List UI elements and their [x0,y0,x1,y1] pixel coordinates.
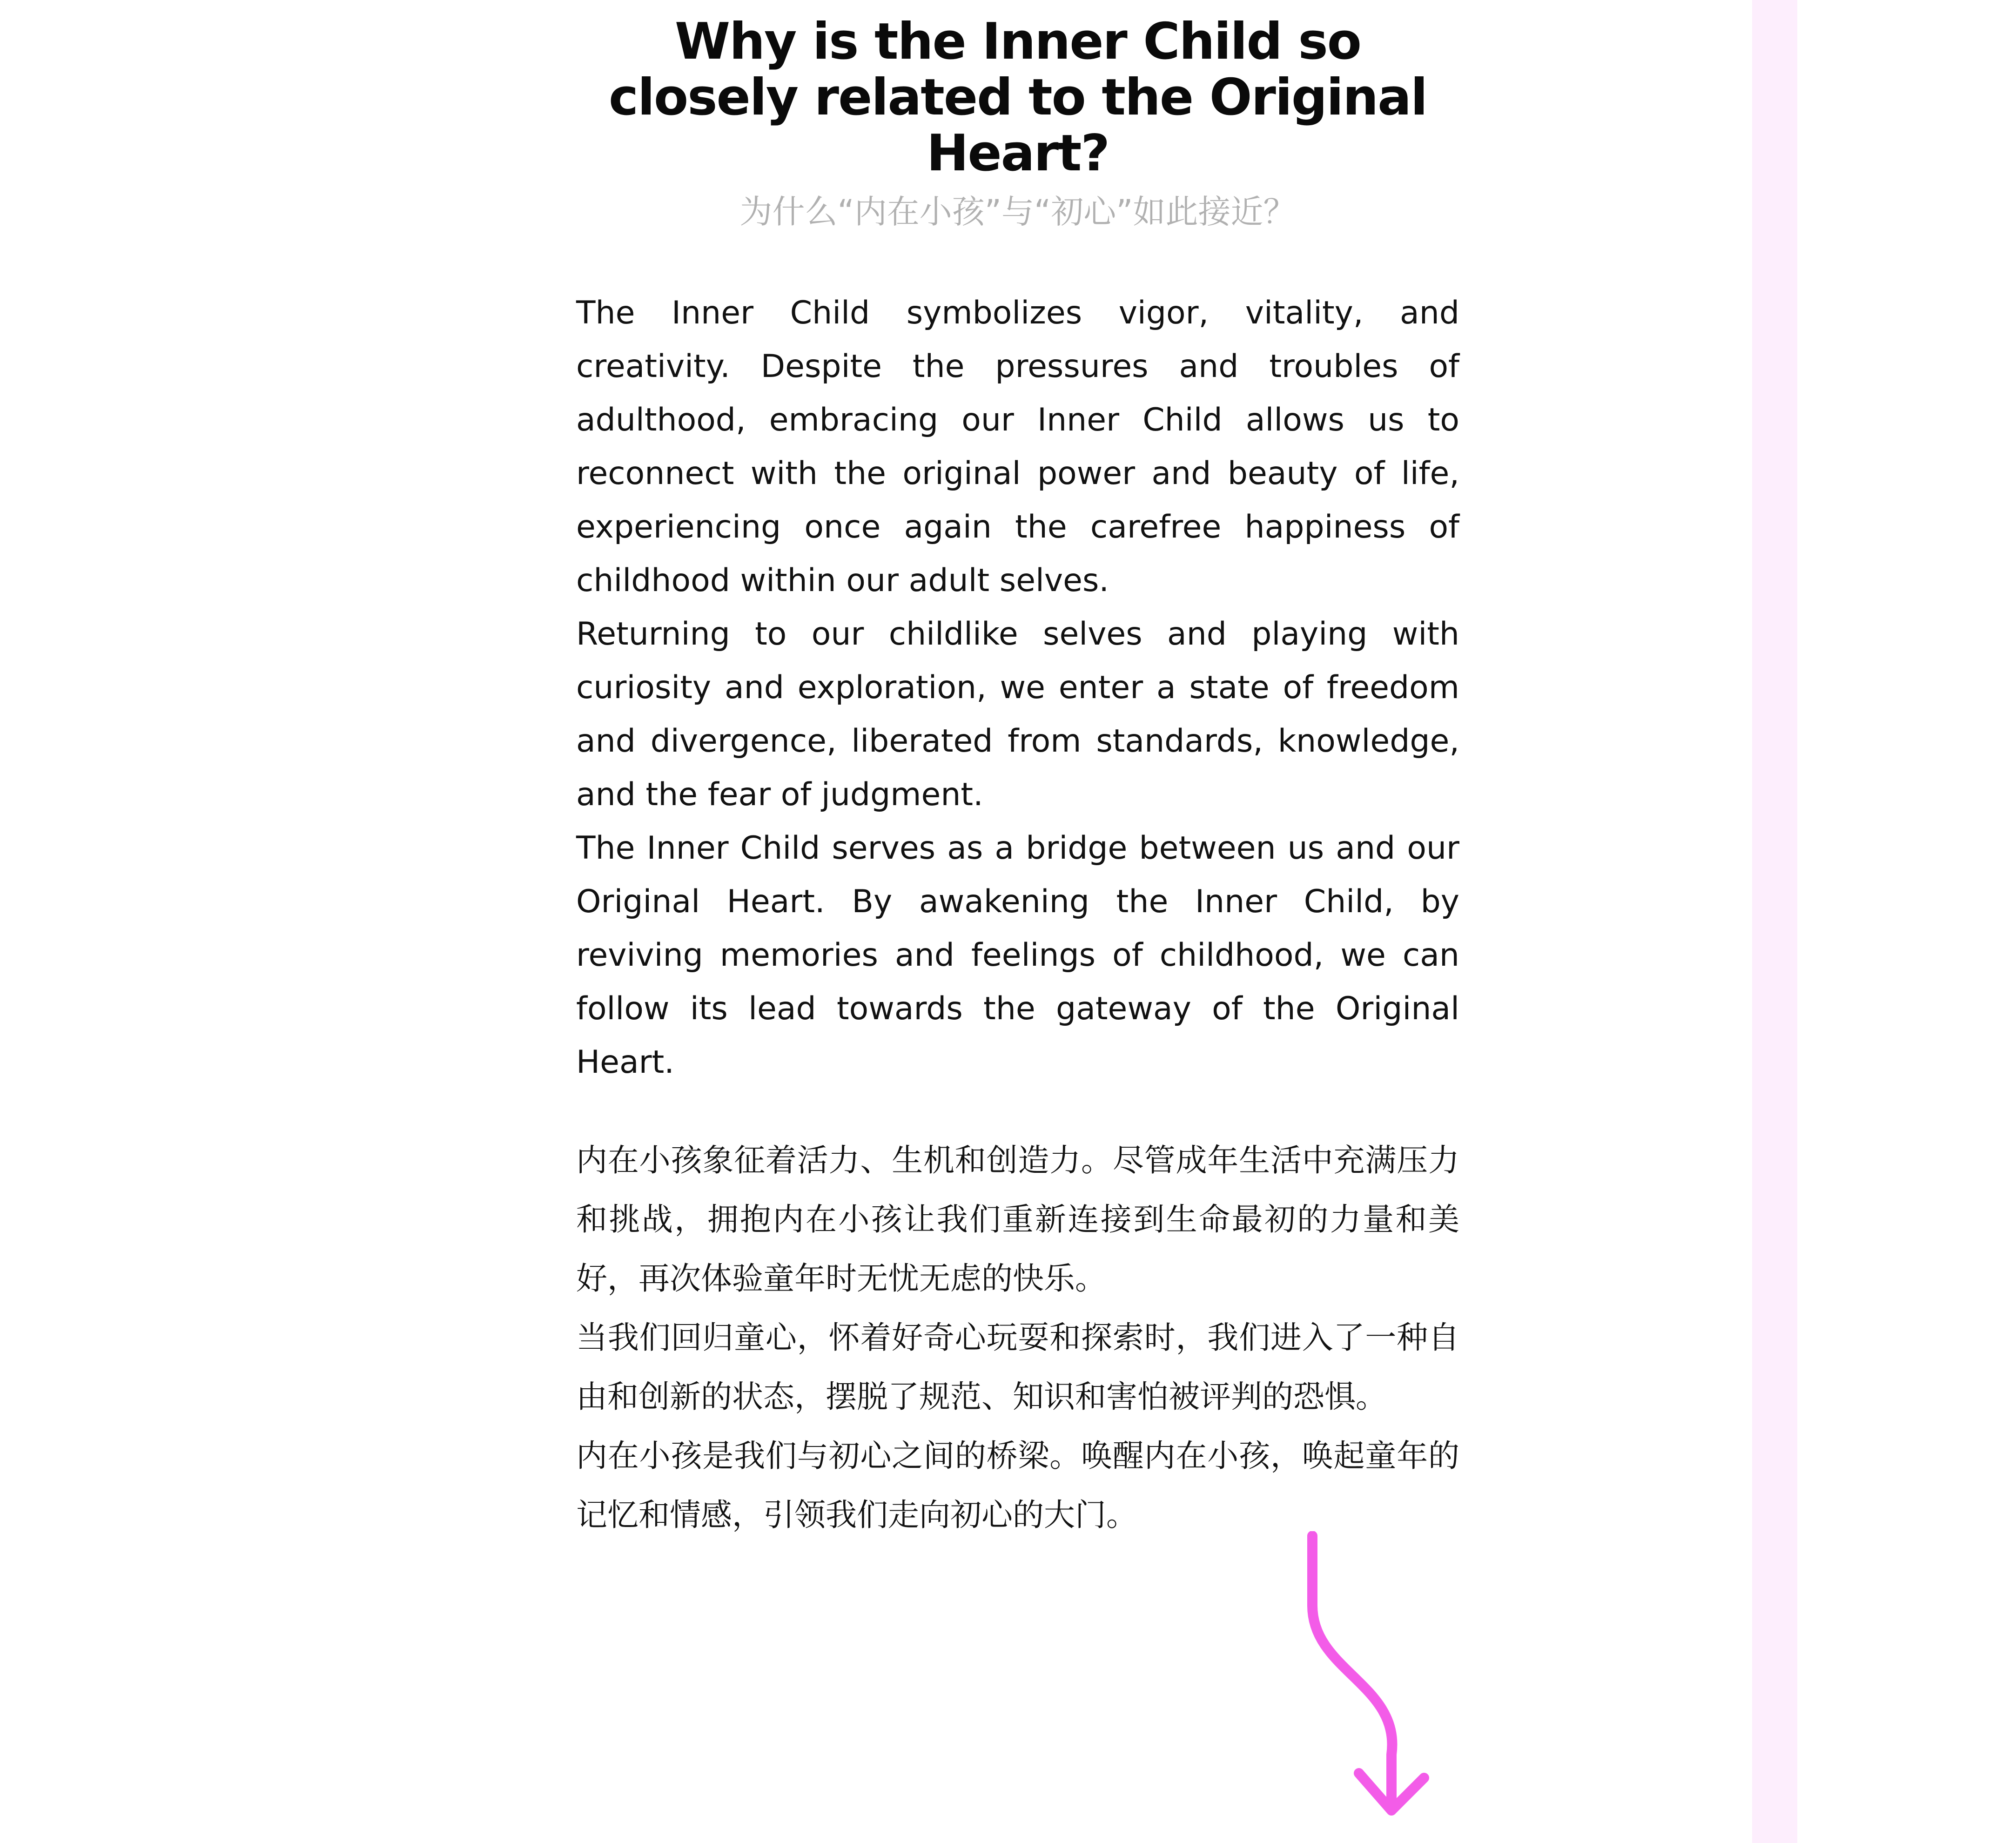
right-side-stripe [1752,0,1797,1843]
article-subtitle-zh: 为什么“内在小孩”与“初心”如此接近？ [739,193,1296,231]
english-paragraph: Returning to our childlike selves and playing with curiosity and exploration, we enter a state of freedom and divergence, liberated from standards, knowledge, and the fear of judgment. [576,616,1459,813]
article-title: Why is the Inner Child so closely related to the Original Heart? [609,13,1427,182]
chinese-paragraph: 内在小孩是我们与初心之间的桥梁。唤醒内在小孩，唤起童年的记忆和情感，引领我们走向初心的大门。 [576,1438,1459,1533]
chinese-body [576,1131,1459,1545]
chinese-paragraph: 内在小孩象征着活力、生机和创造力。尽管成年生活中充满压力和挑战，拥抱内在小孩让我们重新连接到生命最初的力量和美好，再次体验童年时无忧无虑的快乐。 [576,1142,1459,1297]
scroll-down-arrow-icon[interactable] [1294,1531,1443,1829]
english-paragraph: The Inner Child serves as a bridge between us and our Original Heart. By awakening the Inner Child, by reviving memories and feelings of childhood, we can follow its lead towards the gateway of the Original Heart. [576,830,1459,1081]
chinese-paragraph: 当我们回归童心，怀着好奇心玩耍和探索时，我们进入了一种自由和创新的状态，摆脱了规范、知识和害怕被评判的恐惧。 [576,1319,1459,1415]
article-content [576,0,1459,1545]
english-paragraph: The Inner Child symbolizes vigor, vitality, and creativity. Despite the pressures and troubles of adulthood, embracing our Inner Child allows us to reconnect with the original power and beauty of life, experiencing once again the carefree happiness of childhood within our adult selves. [576,295,1459,599]
english-body [576,286,1459,1089]
